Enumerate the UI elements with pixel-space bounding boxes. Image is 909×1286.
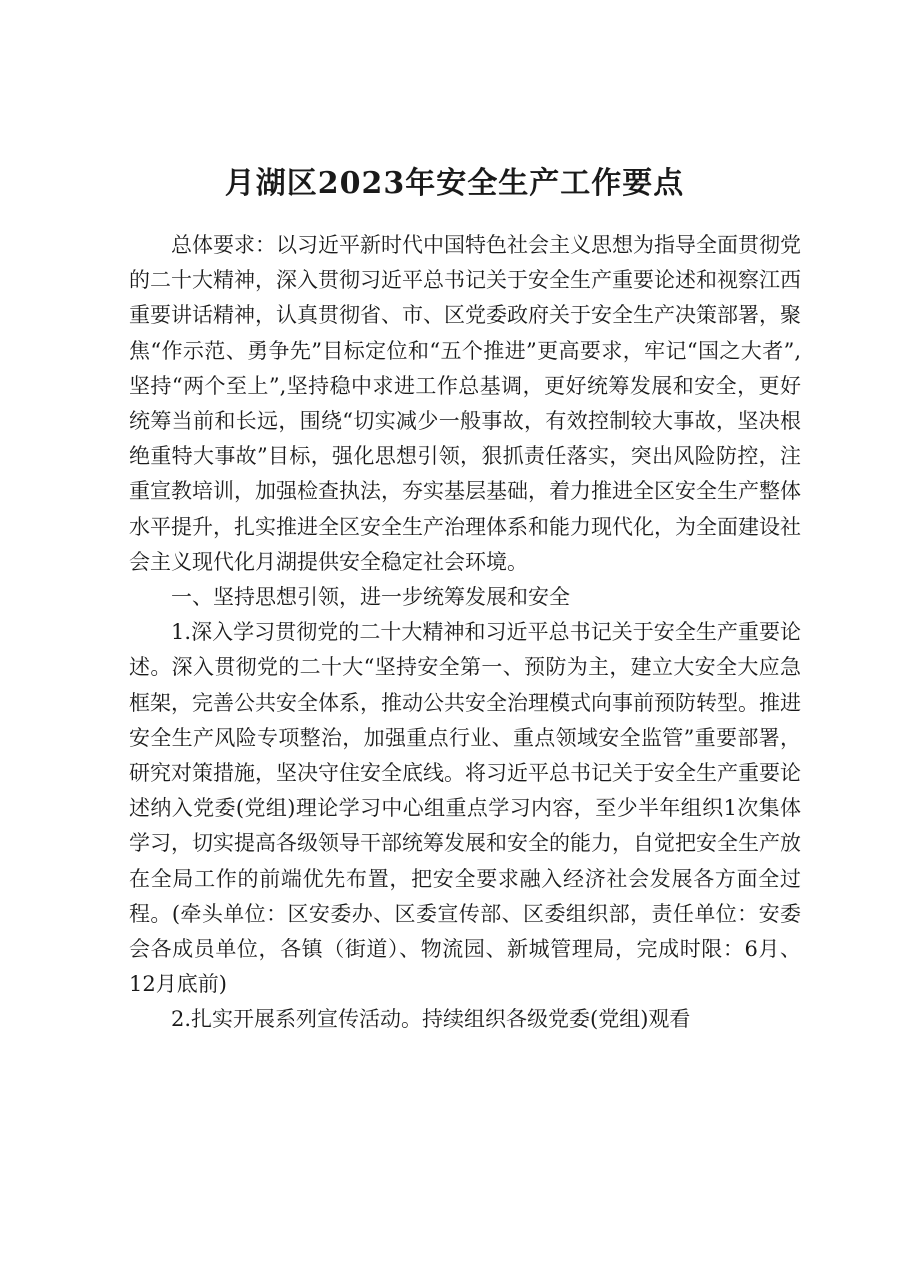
- document-body: [129, 228, 801, 1038]
- section-heading-1: 一、坚持思想引领，进一步统筹发展和安全: [171, 585, 570, 610]
- document-title: 月湖区2023年安全生产工作要点: [224, 166, 685, 201]
- paragraph-overall-requirements: 总体要求：以习近平新时代中国特色社会主义思想为指导全面贯彻党的二十大精神，深入贯彻习近平总书记关于安全生产重要论述和视察江西重要讲话精神，认真贯彻省、市、区党委政府关于安全生产决策部署，聚焦“作示范、勇争先”目标定位和“五个推进”更高要求，牢记“国之大者”,坚持“两个至上”,坚持稳中求进工作总基调，更好统筹发展和安全，更好统筹当前和长远，围绕“切实减少一般事故，有效控制较大事故，坚决根绝重特大事故”目标，强化思想引领，狠抓责任落实，突出风险防控，注重宣教培训，加强检查执法，夯实基层基础，着力推进全区安全生产整体水平提升，扎实推进全区安全生产治理体系和能力现代化，为全面建设社会主义现代化月湖提供安全稳定社会环境。: [129, 233, 801, 574]
- paragraph-item-1: 1.深入学习贯彻党的二十大精神和习近平总书记关于安全生产重要论述。深入贯彻党的二十大“坚持安全第一、预防为主，建立大安全大应急框架，完善公共安全体系，推动公共安全治理模式向事前预防转型。推进安全生产风险专项整治，加强重点行业、重点领域安全监管”重要部署，研究对策措施，坚决守住安全底线。将习近平总书记关于安全生产重要论述纳入党委(党组)理论学习中心组重点学习内容，至少半年组织1次集体学习，切实提高各级领导干部统筹发展和安全的能力，自觉把安全生产放在全局工作的前端优先布置，把安全要求融入经济社会发展各方面全过程。(牵头单位：区安委办、区委宣传部、区委组织部，责任单位：安委会各成员单位，各镇（街道）、物流园、新城管理局，完成时限：6月、12月底前): [129, 620, 801, 997]
- paragraph-item-2: 2.扎实开展系列宣传活动。持续组织各级党委(党组)观看: [171, 1007, 691, 1032]
